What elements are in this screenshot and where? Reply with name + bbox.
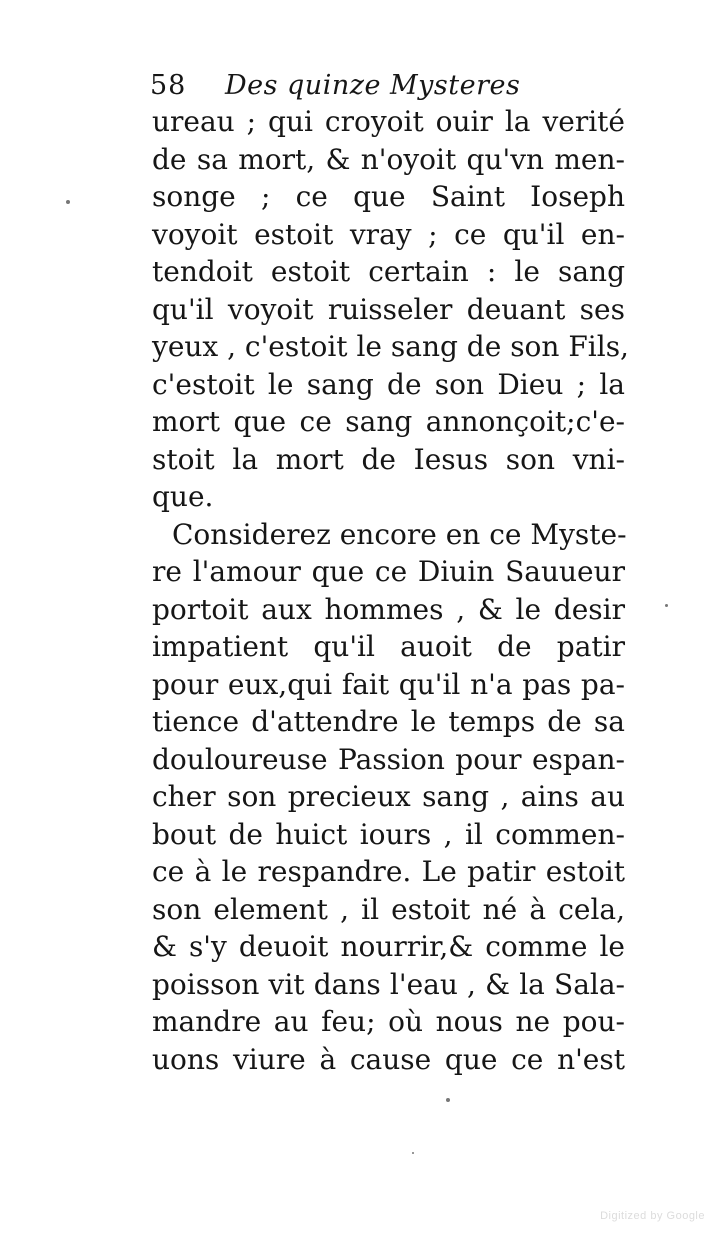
scan-speck [66, 200, 70, 204]
scan-speck [412, 1152, 414, 1154]
text-line: son element , il estoit né à cela, [152, 892, 625, 926]
text-line: voyoit estoit vray ; ce qu'il en- [152, 217, 625, 251]
text-line: poisson vit dans l'eau , & la Sala- [152, 967, 625, 1001]
text-line: Considerez encore en ce Myste- [172, 517, 627, 551]
text-line: re l'amour que ce Diuin Sauueur [152, 555, 625, 588]
text-line: tendoit estoit certain : le sang [152, 255, 625, 288]
text-line: c'estoit le sang de son Dieu ; la [152, 367, 625, 401]
text-line: pour eux,qui fait qu'il n'a pas pa- [152, 667, 625, 701]
scan-speck [665, 604, 668, 607]
text-line: de sa mort, & n'oyoit qu'vn men- [152, 142, 625, 176]
text-line: portoit aux hommes , & le desir [152, 592, 625, 626]
paragraph-2 [152, 516, 625, 1079]
text-line: bout de huict iours , il commen- [152, 817, 625, 851]
text-line: stoit la mort de Iesus son vni- [152, 442, 625, 476]
page-header [150, 66, 590, 106]
text-line: douloureuse Passion pour espan- [152, 742, 625, 776]
text-line: yeux , c'estoit le sang de son Fils, [152, 330, 629, 363]
digitization-watermark: Digitized by Google [600, 1210, 705, 1222]
scan-speck [446, 1098, 450, 1102]
page-number: 58 [150, 70, 187, 101]
text-line: ureau ; qui croyoit ouir la verité [152, 105, 625, 138]
text-line: & s'y deuoit nourrir,& comme le [152, 930, 625, 963]
text-line: impatient qu'il auoit de patir [152, 630, 625, 663]
text-line: que. [152, 480, 214, 513]
text-line: mort que ce sang annonçoit;c'e- [152, 405, 625, 438]
text-line: uons viure à cause que ce n'est [152, 1042, 625, 1076]
text-line: qu'il voyoit ruisseler deuant ses [152, 292, 625, 326]
body-text [152, 103, 629, 1078]
paragraph-1 [152, 103, 629, 516]
text-line: tience d'attendre le temps de sa [152, 705, 625, 738]
running-title: Des quinze Mysteres [224, 70, 521, 101]
text-line: cher son precieux sang , ains au [152, 780, 625, 813]
text-line: songe ; ce que Saint Ioseph [152, 180, 625, 213]
text-line: ce à le respandre. Le patir estoit [152, 855, 625, 888]
text-line: mandre au feu; où nous ne pou- [152, 1005, 625, 1038]
